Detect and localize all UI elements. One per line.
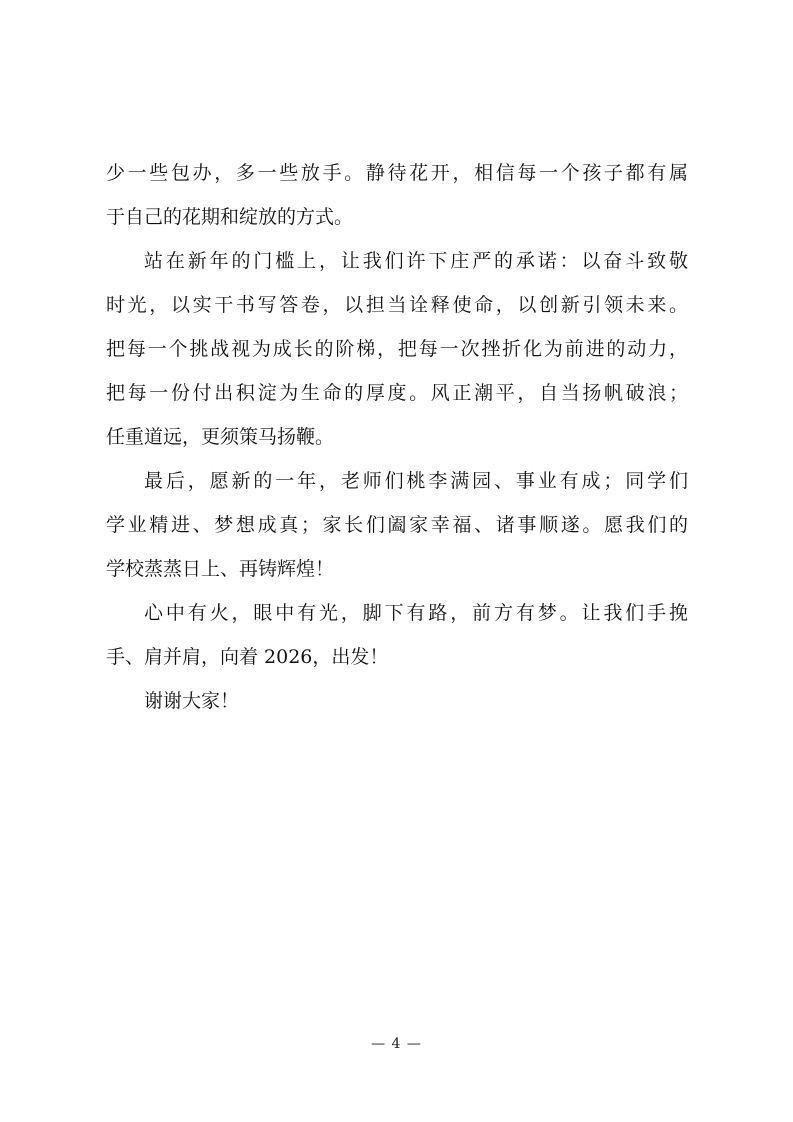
text-line: 把每一个挑战视为成长的阶梯，把每一次挫折化为前进的动力，	[106, 338, 688, 360]
paragraph-first-line: 最后，愿新的一年，老师们桃李满园、事业有成；同学们	[144, 470, 688, 492]
text-line: 学校蒸蒸日上、再铸辉煌！	[106, 558, 335, 580]
text-line: 任重道远，更须策马扬鞭。	[106, 426, 335, 448]
text-line: 学业精进、梦想成真；家长们阖家幸福、诸事顺遂。愿我们的	[106, 514, 688, 536]
paragraph-first-line: 站在新年的门槛上，让我们许下庄严的承诺：以奋斗致敬	[144, 250, 688, 272]
text-line: 少一些包办，多一些放手。静待花开，相信每一个孩子都有属	[106, 162, 688, 184]
document-body	[106, 151, 688, 723]
paragraph-first-line: 谢谢大家！	[144, 690, 240, 712]
text-line: 把每一份付出积淀为生命的厚度。风正潮平，自当扬帆破浪；	[106, 382, 688, 404]
text-line: 于自己的花期和绽放的方式。	[106, 206, 354, 228]
paragraph-first-line: 心中有火，眼中有光，脚下有路，前方有梦。让我们手挽	[144, 602, 688, 624]
text-line: 手、肩并肩，向着 2026，出发！	[106, 646, 389, 668]
page-number: — 4 —	[371, 1036, 422, 1052]
text-line: 时光，以实干书写答卷，以担当诠释使命，以创新引领未来。	[106, 294, 688, 316]
